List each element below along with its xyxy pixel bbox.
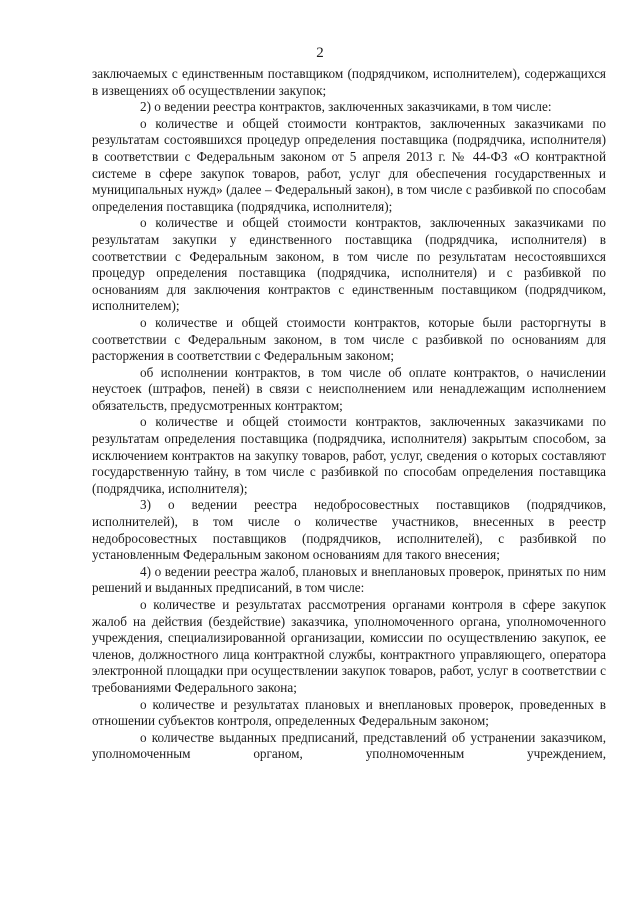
paragraph: 2) о ведении реестра контрактов, заключенных заказчиками, в том числе:: [140, 99, 552, 115]
paragraph: 4) о ведении реестра жалоб, плановых и внеплановых проверок, принятых по ним решений и выданных предписаний, в том числе:: [92, 563, 606, 596]
paragraph: о количестве и результатах плановых и внеплановых проверок, проведенных в отношении субъектов контроля, определенных Федеральным законом;: [92, 696, 606, 729]
paragraph: заключаемых с единственным поставщиком (подрядчиком, исполнителем), содержащихся в извещениях об осуществлении закупок;: [92, 66, 606, 98]
paragraph: о количестве и результатах рассмотрения органами контроля в сфере закупок жалоб на действия (бездействие) заказчика, уполномоченного органа, уполномоченного учреждения, специализированной организации, комиссии по осуществлению закупок, ее членов, должностного лица контрактной службы, контрактного управляющего, оператора электронной площадки при осуществлении закупок товаров, работ, услуг в соответствии с требованиями Федерального закона;: [92, 597, 606, 695]
document-body: [92, 66, 606, 763]
paragraph: о количестве и общей стоимости контрактов, заключенных заказчиками по результатам закупки у единственного поставщика (подрядчика, исполнителя) в соответствии с Федеральным законом, в том числе по результатам несостоявшихся процедур определения поставщика (подрядчика, исполнителя) и с разбивкой по основаниям для заключения контрактов с единственным поставщиком (подрядчиком, исполнителем);: [92, 215, 606, 314]
paragraph: 3) о ведении реестра недобросовестных поставщиков (подрядчиков, исполнителей), в том числе о количестве участников, внесенных в реестр недобросовестных поставщиков (подрядчиков, исполнителей), с разбивкой по установленным Федеральным законом основаниям для такого внесения;: [92, 497, 606, 563]
paragraph: о количестве и общей стоимости контрактов, заключенных заказчиками по результатам определения поставщика (подрядчика, исполнителя) закрытым способом, за исключением контрактов на закупку товаров, работ, услуг, сведения о которых составляют государственную тайну, в том числе с разбивкой по способам определения поставщика (подрядчика, исполнителя);: [92, 414, 606, 496]
page-number: 2: [316, 45, 324, 61]
paragraph: о количестве и общей стоимости контрактов, заключенных заказчиками по результатам состоявшихся процедур определения поставщика (подрядчика, исполнителя) в соответствии с Федеральным законом от 5 апреля 2013 г. № 44-ФЗ «О контрактной системе в сфере закупок товаров, работ, услуг для обеспечения государственных и муниципальных нужд» (далее – Федеральный закон), в том числе с разбивкой по способам определения поставщика (подрядчика, исполнителя);: [92, 115, 606, 214]
paragraph: о количестве выданных предписаний, представлений об устранении заказчиком, уполномоченным органом, уполномоченным учреждением,: [92, 729, 606, 762]
paragraph: об исполнении контрактов, в том числе об оплате контрактов, о начислении неустоек (штрафов, пеней) в связи с неисполнением или ненадлежащим исполнением обязательств, предусмотренных контрактом;: [92, 364, 606, 413]
paragraph: о количестве и общей стоимости контрактов, которые были расторгнуты в соответствии с Федеральным законом, в том числе с разбивкой по основаниям для расторжения в соответствии с Федеральным законом;: [92, 314, 606, 364]
